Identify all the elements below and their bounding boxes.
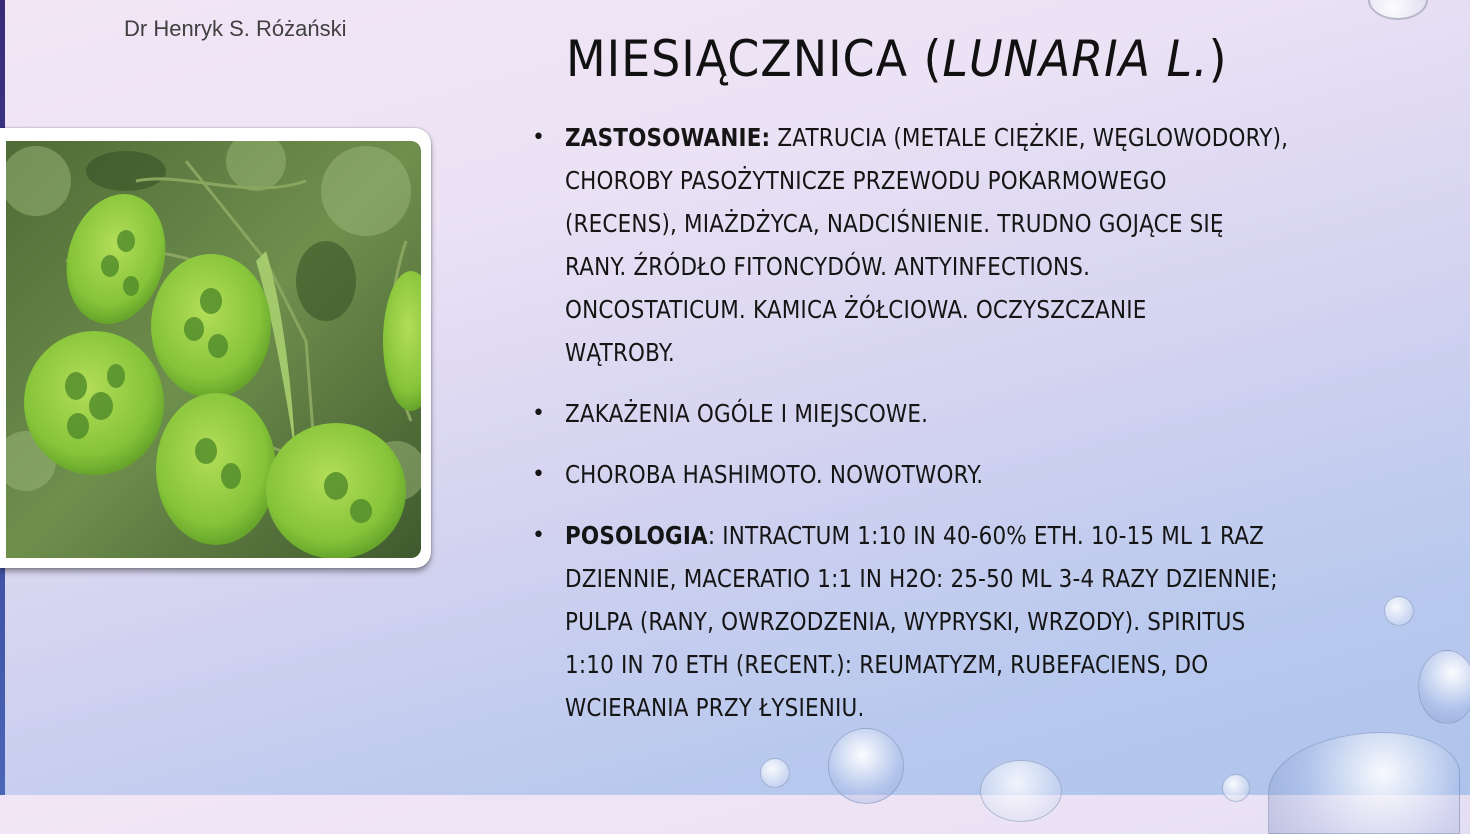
water-drop-icon [1222,774,1250,802]
bullet-zastosowanie [532,116,1452,374]
water-drop-icon [1268,732,1460,834]
bullet-hashimoto [532,453,1452,496]
bullet-line [565,514,1328,557]
title-main: MIESIĄCZNICA ( [566,30,943,88]
title-latin-name: LUNARIA L. [942,30,1209,88]
water-drop-icon [828,728,904,804]
bullet-line [565,116,1328,159]
bullet-line: • ZAKAŻENIA OGÓLE I MIEJSCOWE. [565,399,929,428]
bullet-line: DZIENNIE, MACERATIO 1:1 IN H2O: 25-50 ML 3-4 RAZY DZIENNIE; [565,564,1278,593]
bullet-line: (RECENS), MIAŻDŻYCA, NADCIŚNIENIE. TRUDNO GOJĄCE SIĘ [565,209,1224,238]
bullet-line: ONCOSTATICUM. KAMICA ŻÓŁCIOWA. OCZYSZCZANIE [565,295,1147,324]
bullet-line: CHOROBY PASOŻYTNICZE PRZEWODU POKARMOWEGO [565,166,1167,195]
slide-title [566,30,1228,88]
water-drop-icon [980,760,1062,822]
bullet-label: POSOLOGIA [565,521,708,550]
bullet-posologia [532,514,1452,729]
water-drop-icon [760,758,790,788]
bullet-line: WĄTROBY. [565,338,675,367]
bullet-line: PULPA (RANY, OWRZODZENIA, WYPRYSKI, WRZODY). SPIRITUS [565,607,1246,636]
bullet-line: • CHOROBA HASHIMOTO. NOWOTWORY. [565,460,984,489]
water-drop-icon [1368,0,1428,20]
author-name: Dr Henryk S. Różański [124,16,347,41]
bullet-line: 1:10 IN 70 ETH (RECENT.): REUMATYZM, RUBEFACIENS, DO [565,650,1209,679]
bullet-line: RANY. ŹRÓDŁO FITONCYDÓW. ANTYINFECTIONS. [565,252,1091,281]
bullet-label: ZASTOSOWANIE: [565,123,771,152]
bullet-list [532,116,1452,729]
bullet-text: : INTRACTUM 1:10 IN 40-60% ETH. 10-15 ML 1 RAZ [707,521,1265,550]
lunaria-photo [6,141,421,558]
bullet-text: ZATRUCIA (METALE CIĘŻKIE, WĘGLOWODORY), [770,123,1289,152]
bullet-zakazenia [532,392,1452,435]
title-close-paren: ) [1208,30,1228,88]
bullet-line: WCIERANIA PRZY ŁYSIENIU. [565,693,865,722]
